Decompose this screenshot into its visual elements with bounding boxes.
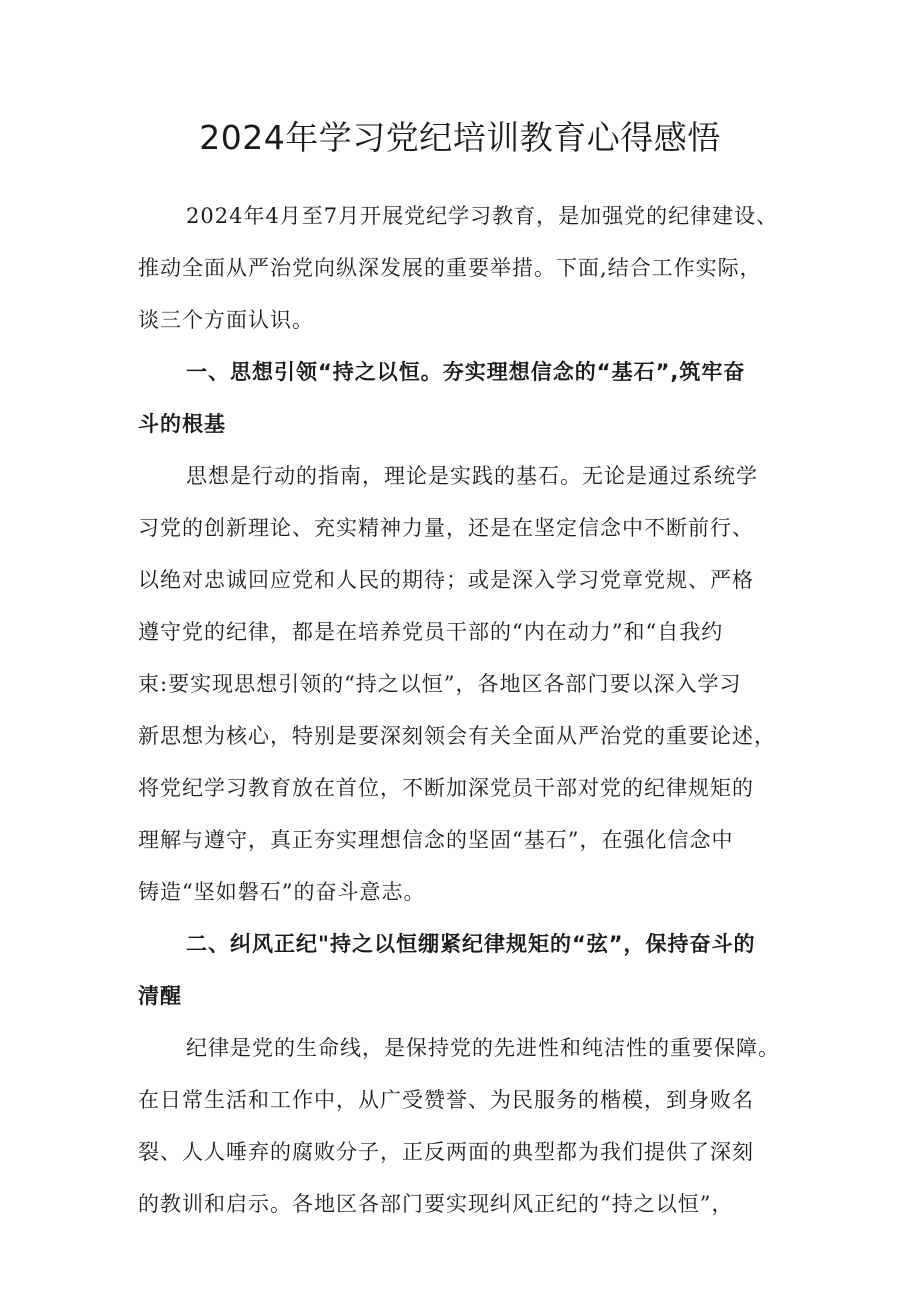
document-body (138, 190, 810, 1230)
text-line: 将党纪学习教育放在首位，不断加深党员干部对党的纪律规矩的 (138, 776, 754, 800)
text-line: 铸造“坚如磐石”的奋斗意志。 (138, 880, 426, 904)
text-line: 推动全面从严治党向纵深发展的重要举措。下面,结合工作实际， (138, 256, 762, 280)
heading-line: 二、纠风正纪"持之以恒绷紧纪律规矩的“弦”，保持奋斗的 (186, 932, 756, 956)
text-line: 纪律是党的生命线，是保持党的先进性和纯洁性的重要保障。 (186, 1036, 780, 1060)
section-heading-1 (138, 346, 810, 450)
text-line: 2024年4月至7月开展党纪学习教育，是加强党的纪律建设、 (186, 204, 779, 228)
heading-line: 清醒 (138, 984, 182, 1008)
heading-line: 一、思想引领“持之以恒。夯实理想信念的“基石”,筑牢奋 (186, 360, 746, 384)
section-heading-2 (138, 918, 810, 1022)
text-line: 在日常生活和工作中，从广受赞誉、为民服务的楷模，到身败名 (138, 1088, 754, 1112)
text-line: 新思想为核心，特别是要深刻领会有关全面从严治党的重要论述， (138, 724, 776, 748)
paragraph-intro (138, 190, 810, 346)
text-line: 遵守党的纪律，都是在培养党员干部的“内在动力”和“自我约 (138, 620, 724, 644)
paragraph-section-1 (138, 450, 810, 918)
text-line: 习党的创新理论、充实精神力量，还是在坚定信念中不断前行、 (138, 516, 754, 540)
text-line: 束:要实现思想引领的“持之以恒”，各地区各部门要以深入学习 (138, 672, 742, 696)
text-line: 思想是行动的指南，理论是实践的基石。无论是通过系统学 (186, 464, 758, 488)
text-line: 谈三个方面认识。 (138, 308, 314, 332)
document-title: 2024年学习党纪培训教育心得感悟 (199, 118, 721, 157)
paragraph-section-2 (138, 1022, 810, 1230)
text-line: 以绝对忠诚回应党和人民的期待；或是深入学习党章党规、严格 (138, 568, 754, 592)
text-line: 裂、人人唾弃的腐败分子，正反两面的典型都为我们提供了深刻 (138, 1140, 754, 1164)
heading-line: 斗的根基 (138, 412, 226, 436)
text-line: 的教训和启示。各地区各部门要实现纠风正纪的“持之以恒”， (138, 1192, 734, 1216)
text-line: 理解与遵守，真正夯实理想信念的坚固“基石”，在强化信念中 (138, 828, 734, 852)
